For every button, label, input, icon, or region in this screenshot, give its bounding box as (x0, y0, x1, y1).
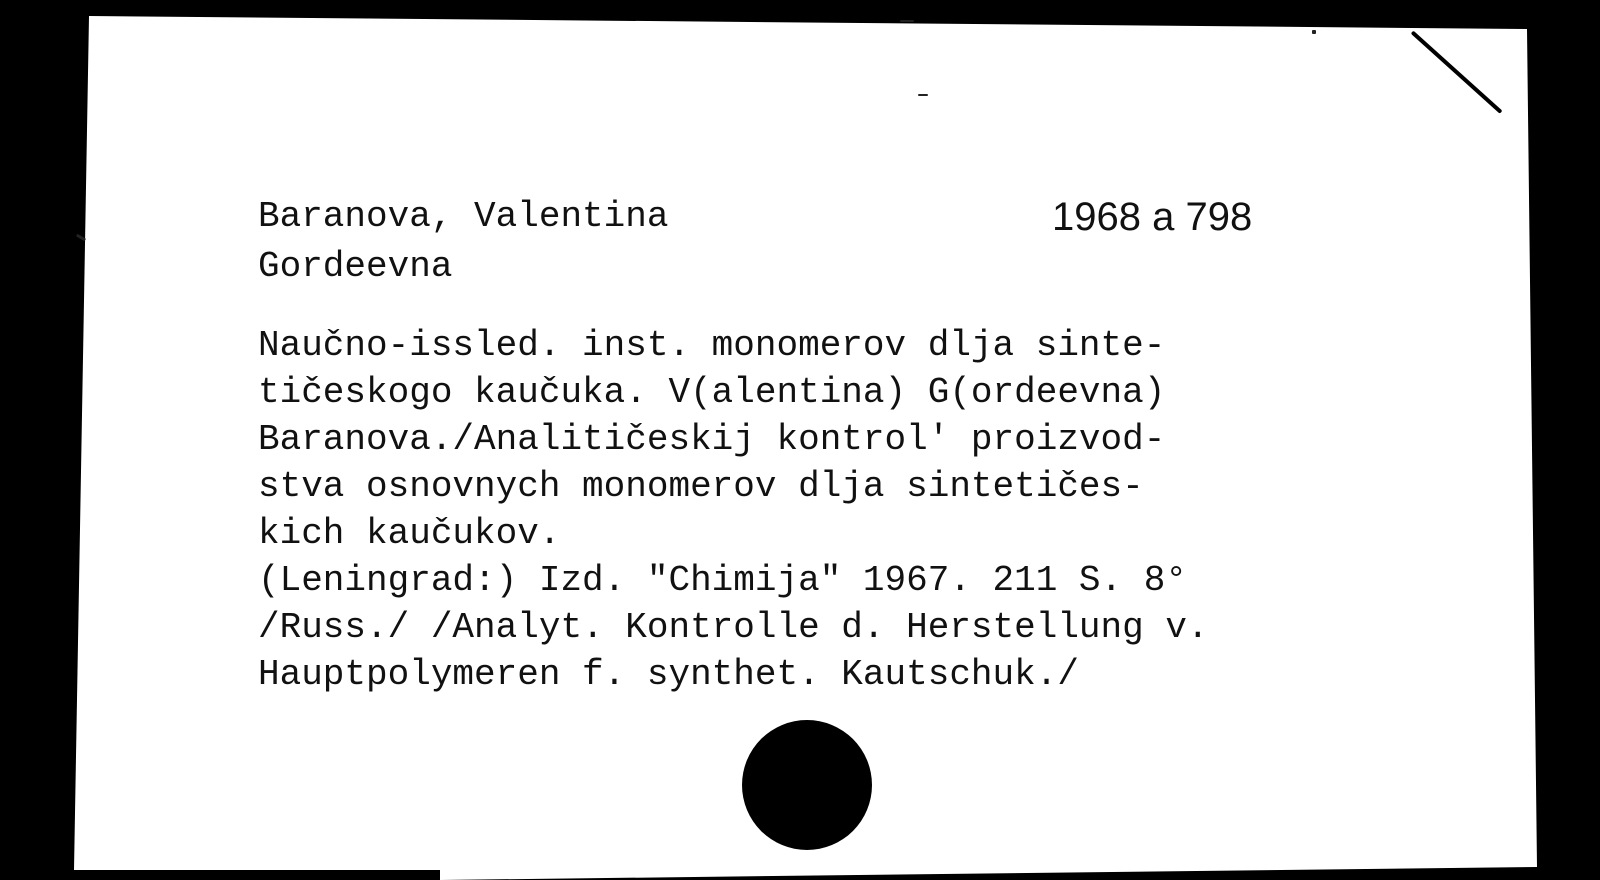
body-line: /Russ./ /Analyt. Kontrolle d. Herstellung v. (258, 607, 1209, 648)
body-line: Baranova./Analitičeskij kontrol' proizvod- (258, 419, 1166, 460)
call-number: 1968 a 798 (1052, 195, 1253, 239)
body-line: Hauptpolymeren f. synthet. Kautschuk./ (258, 654, 1079, 695)
body-line: Naučno-issled. inst. monomerov dlja sinte- (258, 325, 1166, 366)
author-name (258, 192, 668, 292)
author-line-2: Gordeevna (258, 246, 453, 287)
body-line: tičeskogo kaučuka. V(alentina) G(ordeevna) (258, 372, 1166, 413)
author-line-1: Baranova, Valentina (258, 196, 669, 237)
dust-speck (900, 20, 914, 22)
dust-speck (76, 234, 86, 242)
punch-hole (742, 720, 872, 850)
body-line: stva osnovnych monomerov dlja sintetičes- (258, 466, 1144, 507)
dust-speck (1312, 30, 1316, 34)
body-line: (Leningrad:) Izd. "Chimija" 1967. 211 S. 8° (258, 560, 1187, 601)
body-line: kich kaučukov. (258, 513, 561, 554)
dust-speck (918, 94, 928, 96)
bibliographic-description (258, 322, 1209, 698)
